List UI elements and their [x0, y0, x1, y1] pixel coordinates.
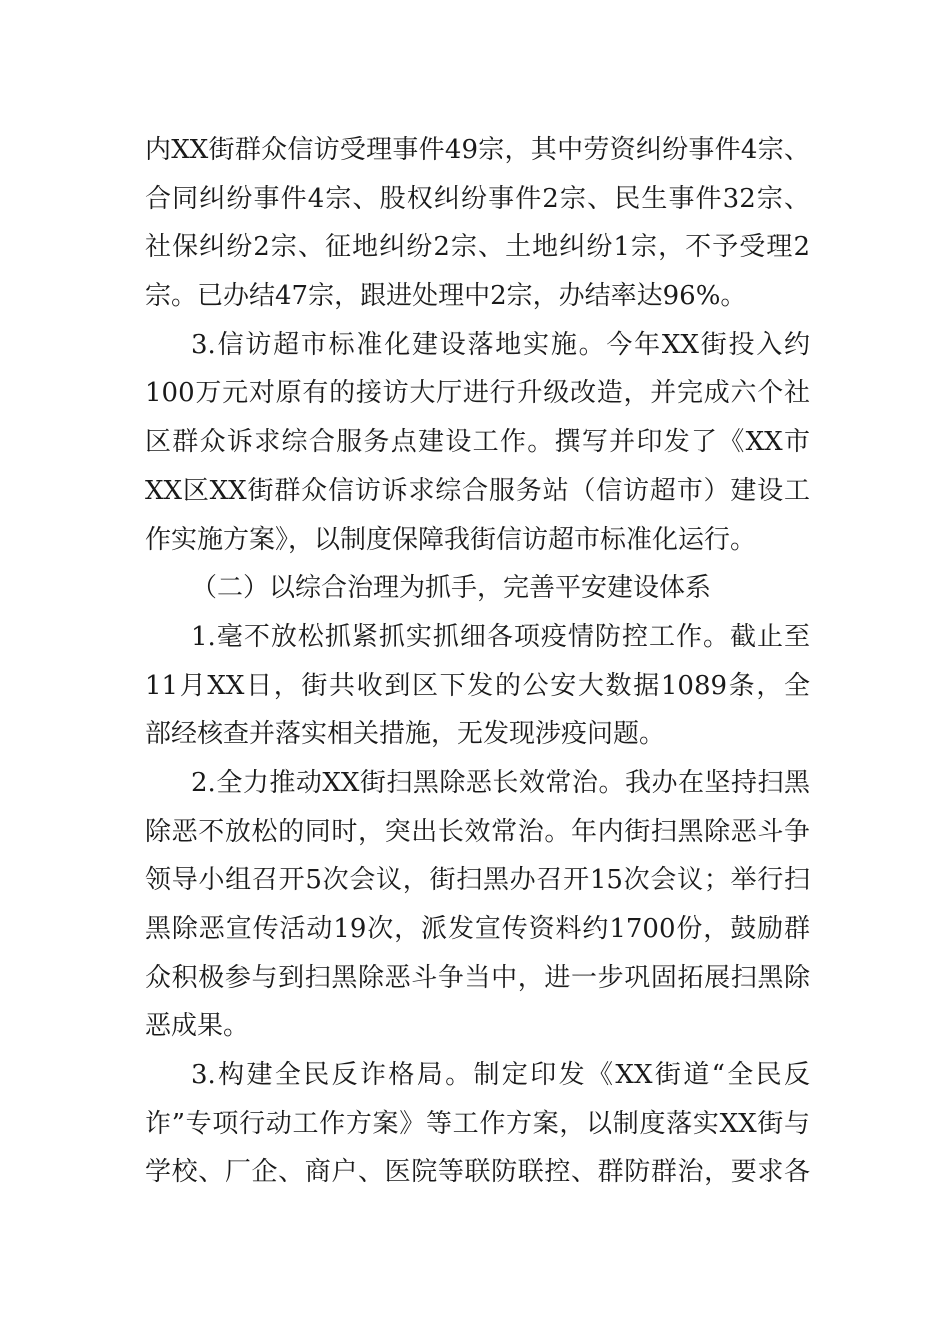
text-line: 恶成果。	[145, 1011, 250, 1042]
text-line: 学校、厂企、商户、医院等联防联控、群防群治，要求各	[145, 1157, 810, 1188]
text-line: 部经核查并落实相关措施，无发现涉疫问题。	[145, 719, 666, 750]
body-text	[145, 126, 810, 1197]
text-line: XX区XX街群众信访诉求综合服务站（信访超市）建设工	[145, 475, 810, 506]
text-line: 众积极参与到扫黑除恶斗争当中，进一步巩固拓展扫黑除	[145, 962, 810, 993]
text-line: 3.构建全民反诈格局。制定印发《XX街道“全民反	[191, 1060, 810, 1091]
text-line: 3.信访超市标准化建设落地实施。今年XX街投入约	[191, 329, 810, 360]
text-line: 合同纠纷事件4宗、股权纠纷事件2宗、民生事件32宗、	[145, 183, 810, 214]
text-line: 100万元对原有的接访大厅进行升级改造，并完成六个社	[145, 378, 810, 409]
section-heading: （二）以综合治理为抓手，完善平安建设体系	[191, 573, 712, 604]
text-line: 宗。已办结47宗，跟进处理中2宗，办结率达96%。	[145, 281, 747, 312]
text-line: 作实施方案》，以制度保障我街信访超市标准化运行。	[145, 524, 757, 555]
text-line: 社保纠纷2宗、征地纠纷2宗、土地纠纷1宗，不予受理2	[145, 232, 810, 263]
text-line: 区群众诉求综合服务点建设工作。撰写并印发了《XX市	[145, 427, 810, 458]
text-line: 2.全力推动XX街扫黑除恶长效常治。我办在坚持扫黑	[191, 767, 810, 798]
text-line: 1.毫不放松抓紧抓实抓细各项疫情防控工作。截止至	[191, 621, 810, 652]
text-line: 领导小组召开5次会议，街扫黑办召开15次会议；举行扫	[145, 865, 810, 896]
text-line: 除恶不放松的同时，突出长效常治。年内街扫黑除恶斗争	[145, 816, 810, 847]
text-line: 11月XX日，街共收到区下发的公安大数据1089条，全	[145, 670, 810, 701]
text-line: 诈”专项行动工作方案》等工作方案，以制度落实XX街与	[145, 1108, 810, 1139]
text-line: 黑除恶宣传活动19次，派发宣传资料约1700份，鼓励群	[145, 914, 810, 944]
text-line: 内XX街群众信访受理事件49宗，其中劳资纠纷事件4宗、	[145, 135, 810, 165]
